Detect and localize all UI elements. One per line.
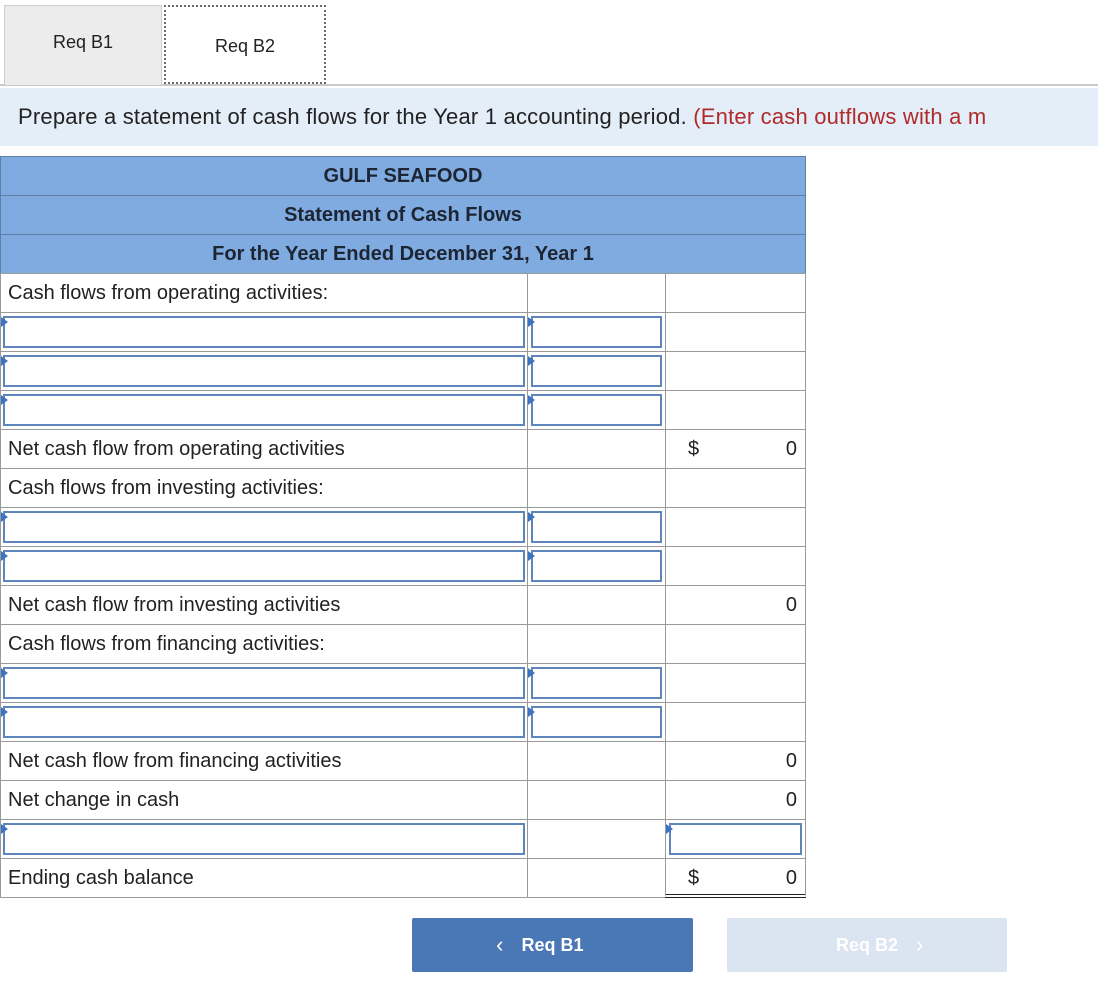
operating-amount-3-input[interactable]	[531, 394, 662, 426]
statement-period: For the Year Ended December 31, Year 1	[0, 234, 806, 274]
net-operating-label-cell	[0, 429, 528, 469]
net-change-label-cell	[0, 780, 528, 820]
dropdown-marker-icon	[1, 824, 8, 834]
ending-cash-value-cell	[665, 858, 806, 898]
empty-cell	[665, 624, 806, 664]
operating-row-1-amount	[527, 312, 666, 352]
financing-item-2-input[interactable]	[3, 706, 525, 738]
empty-cell	[527, 624, 666, 664]
investing-row-2-amount	[527, 546, 666, 586]
ending-cash-label: Ending cash balance	[8, 867, 194, 889]
dropdown-marker-icon	[1, 551, 8, 561]
empty-cell	[665, 312, 806, 352]
chevron-right-icon: ›	[916, 932, 924, 957]
empty-cell	[527, 273, 666, 313]
tab-req-b2-label: Req B2	[214, 36, 276, 56]
instruction-note: (Enter cash outflows with a m	[693, 104, 987, 129]
prev-button-label: Req B1	[521, 934, 584, 955]
beginning-cash-amount-input[interactable]	[669, 823, 802, 855]
next-button-label: Req B2	[835, 934, 898, 955]
ending-cash-label-cell	[0, 858, 528, 898]
net-financing-value: 0	[785, 750, 797, 772]
empty-cell	[665, 468, 806, 508]
instruction-banner	[0, 88, 1098, 146]
empty-cell	[527, 468, 666, 508]
dropdown-marker-icon	[666, 824, 673, 834]
empty-cell	[527, 858, 666, 898]
investing-heading: Cash flows from investing activities:	[8, 477, 324, 499]
dropdown-marker-icon	[1, 668, 8, 678]
beginning-cash-amount	[665, 819, 806, 859]
dropdown-marker-icon	[528, 395, 535, 405]
empty-cell	[665, 663, 806, 703]
dropdown-marker-icon	[1, 707, 8, 717]
net-investing-label-cell	[0, 585, 528, 625]
net-financing-label-cell	[0, 741, 528, 781]
investing-row-2-label	[0, 546, 528, 586]
financing-row-2-amount	[527, 702, 666, 742]
dropdown-marker-icon	[528, 356, 535, 366]
empty-cell	[527, 819, 666, 859]
net-financing-label: Net cash flow from financing activities	[8, 750, 342, 772]
operating-heading-cell	[0, 273, 528, 313]
investing-item-1-input[interactable]	[3, 511, 525, 543]
net-investing-value: 0	[785, 594, 797, 616]
dropdown-marker-icon	[1, 395, 8, 405]
empty-cell	[665, 507, 806, 547]
operating-item-2-input[interactable]	[3, 355, 525, 387]
prev-req-b1-button[interactable]	[412, 918, 693, 972]
empty-cell	[665, 702, 806, 742]
dropdown-marker-icon	[1, 356, 8, 366]
financing-row-1-amount	[527, 663, 666, 703]
investing-row-1-amount	[527, 507, 666, 547]
empty-cell	[665, 351, 806, 391]
investing-row-1-label	[0, 507, 528, 547]
net-operating-value: 0	[785, 438, 797, 460]
dropdown-marker-icon	[528, 668, 535, 678]
net-financing-value-cell	[665, 741, 806, 781]
net-investing-label: Net cash flow from investing activities	[8, 594, 341, 616]
financing-row-1-label	[0, 663, 528, 703]
instruction-text: Prepare a statement of cash flows for the Year 1 accounting period.	[18, 104, 687, 129]
financing-row-2-label	[0, 702, 528, 742]
net-change-value: 0	[785, 789, 797, 811]
dollar-sign: $	[688, 438, 700, 460]
operating-row-2-label	[0, 351, 528, 391]
tab-req-b1-label: Req B1	[52, 32, 114, 52]
operating-row-3-label	[0, 390, 528, 430]
operating-heading: Cash flows from operating activities:	[8, 282, 329, 304]
financing-amount-2-input[interactable]	[531, 706, 662, 738]
chevron-left-icon: ‹	[496, 932, 504, 957]
empty-cell	[665, 273, 806, 313]
dollar-sign: $	[688, 867, 700, 889]
beginning-cash-item-input[interactable]	[3, 823, 525, 855]
financing-amount-1-input[interactable]	[531, 667, 662, 699]
company-name: GULF SEAFOOD	[0, 156, 806, 196]
operating-amount-1-input[interactable]	[531, 316, 662, 348]
empty-cell	[527, 585, 666, 625]
ending-cash-value: 0	[785, 867, 797, 889]
dropdown-marker-icon	[1, 512, 8, 522]
tab-bar	[0, 0, 1098, 86]
next-req-b2-button[interactable]	[727, 918, 1007, 972]
operating-row-3-amount	[527, 390, 666, 430]
dropdown-marker-icon	[528, 317, 535, 327]
empty-cell	[665, 546, 806, 586]
net-change-label: Net change in cash	[8, 789, 180, 811]
operating-item-1-input[interactable]	[3, 316, 525, 348]
financing-heading: Cash flows from financing activities:	[8, 633, 325, 655]
empty-cell	[527, 780, 666, 820]
operating-row-2-amount	[527, 351, 666, 391]
dropdown-marker-icon	[528, 707, 535, 717]
investing-amount-2-input[interactable]	[531, 550, 662, 582]
tab-req-b2[interactable]	[164, 5, 326, 84]
operating-row-1-label	[0, 312, 528, 352]
tab-bar-divider	[0, 84, 1098, 86]
operating-amount-2-input[interactable]	[531, 355, 662, 387]
net-operating-label: Net cash flow from operating activities	[8, 438, 345, 460]
empty-cell	[665, 390, 806, 430]
investing-heading-cell	[0, 468, 528, 508]
empty-cell	[527, 429, 666, 469]
beginning-cash-label	[0, 819, 528, 859]
net-change-value-cell	[665, 780, 806, 820]
financing-heading-cell	[0, 624, 528, 664]
operating-item-3-input[interactable]	[3, 394, 525, 426]
net-operating-value-cell	[665, 429, 806, 469]
dropdown-marker-icon	[528, 512, 535, 522]
financing-item-1-input[interactable]	[3, 667, 525, 699]
investing-item-2-input[interactable]	[3, 550, 525, 582]
statement-title: Statement of Cash Flows	[0, 195, 806, 235]
dropdown-marker-icon	[528, 551, 535, 561]
net-investing-value-cell	[665, 585, 806, 625]
investing-amount-1-input[interactable]	[531, 511, 662, 543]
dropdown-marker-icon	[1, 317, 8, 327]
tab-req-b1[interactable]	[4, 5, 162, 85]
empty-cell	[527, 741, 666, 781]
